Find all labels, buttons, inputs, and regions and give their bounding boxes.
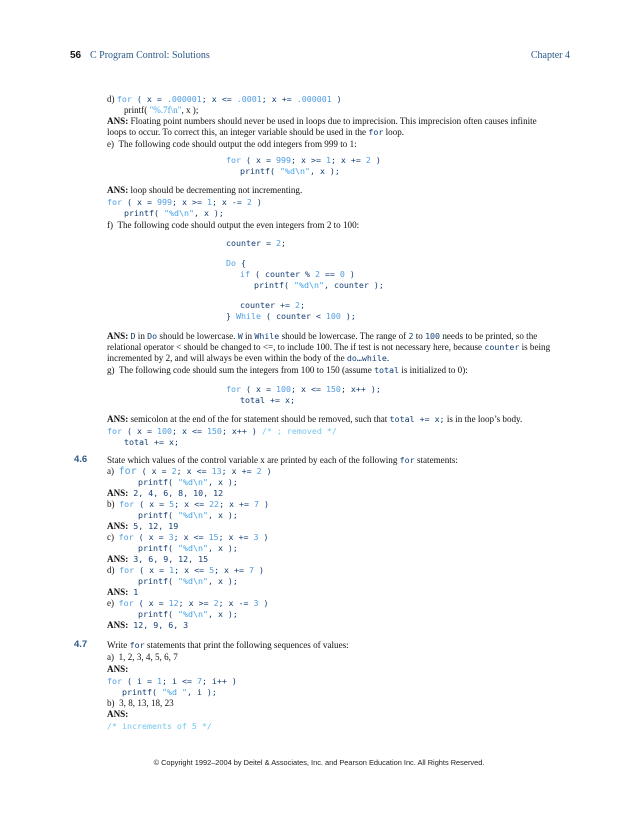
answer-label: ANS: (107, 664, 129, 674)
exercise-prompt: State which values of the control variable x are printed by each of the following for statements: (107, 455, 458, 465)
answer: ANS: 3, 6, 9, 12, 15 (107, 554, 209, 564)
answer: ANS: 12, 9, 6, 3 (107, 620, 189, 630)
copyright-footer: © Copyright 1992–2004 by Deitel & Associates, Inc. and Pearson Education Inc. All Rights Reserved. (153, 758, 485, 767)
page-header (70, 50, 570, 64)
code-comment: /* increments of 5 */ (107, 721, 212, 731)
answer-label: ANS: (107, 709, 129, 719)
code: for ( x = .000001; x <= .0001; x += .000001 ) (116, 94, 342, 104)
code-line: counter += 2; (240, 300, 305, 310)
item-c: c) for ( x = 3; x <= 15; x += 3 ) (107, 532, 269, 542)
item-a: a) for ( x = 2; x <= 13; x += 2 ) (107, 466, 272, 477)
code-line: for ( x = 100; x <= 150; x++ ) /* ; removed */ (107, 426, 337, 436)
exercise-number: 4.7 (74, 639, 88, 650)
code-line: printf( "%d\n", x ); (138, 576, 238, 586)
page-number: 56 (70, 50, 82, 61)
code-line: printf( "%d\n", counter ); (254, 280, 384, 290)
item-b: b) for ( x = 5; x <= 22; x += 7 ) (107, 499, 270, 509)
code-line: } While ( counter < 100 ); (226, 311, 356, 321)
code-line: for ( x = 999; x >= 1; x -= 2 ) (107, 197, 262, 207)
item-e: e) for ( x = 12; x >= 2; x -= 3 ) (107, 598, 269, 608)
code-line: total += x; (240, 395, 295, 405)
item-d-line: d) for ( x = .000001; x <= .0001; x += .000001 ) (107, 94, 342, 104)
answer: ANS: D in Do should be lowercase. W in While should be lowercase. The range of 2 to 100 needs to be printed, so the (107, 331, 538, 341)
code-line: Do { (226, 258, 246, 268)
code-line: for ( x = 999; x >= 1; x += 2 ) (226, 155, 381, 165)
item-d: d) for ( x = 1; x <= 5; x += 7 ) (107, 565, 265, 575)
item-f-line: f) The following code should output the even integers from 2 to 100: (107, 220, 360, 230)
chapter-label: Chapter 4 (530, 50, 570, 61)
exercise-prompt: Write for statements that print the following sequences of values: (107, 640, 349, 650)
item-g-line: g) The following code should sum the integers from 100 to 150 (assume total is initialized to 0): (107, 365, 468, 375)
code-line: printf( "%d\n", x ); (138, 477, 238, 487)
code-line: if ( counter % 2 == 0 ) (240, 269, 355, 279)
code-line: counter = 2; (226, 238, 286, 248)
answer: ANS: loop should be decrementing not incrementing. (107, 185, 303, 195)
code-line: printf( "%d\n", x ); (124, 208, 224, 218)
code-line: printf( "%.7f\n", x ); (124, 105, 199, 115)
answer: ANS: 5, 12, 19 (107, 521, 179, 531)
code-line: printf( "%d\n", x ); (138, 609, 238, 619)
code-line: printf( "%d\n", x ); (138, 543, 238, 553)
item-b: b) 3, 8, 13, 18, 23 (107, 698, 174, 708)
code-line: total += x; (124, 437, 179, 447)
answer: ANS: semicolon at the end of the for statement should be removed, such that total += x; is in the loop’s body. (107, 414, 523, 424)
answer-cont: relational operator < should be changed to <=, to include 100. The if test is not necessary here, because counter is being (107, 342, 551, 352)
running-title: C Program Control: Solutions (90, 50, 210, 61)
answer: ANS: Floating point numbers should never be used in loops due to imprecision. This imprecision often causes infinite (107, 116, 537, 126)
exercise-number: 4.6 (74, 454, 88, 465)
answer: ANS: 1 (107, 587, 139, 597)
answer: ANS: 2, 4, 6, 8, 10, 12 (107, 488, 224, 498)
code-line: printf( "%d\n", x ); (138, 510, 238, 520)
answer-cont: loops to occur. To correct this, an integer variable should be used in the for loop. (107, 127, 405, 137)
code-line: printf( "%d ", i ); (122, 687, 217, 697)
answer-cont: incremented by 2, and will always be even within the body of the do…while. (107, 353, 390, 363)
code-line: for ( i = 1; i <= 7; i++ ) (107, 676, 237, 686)
code-line: for ( x = 100; x <= 150; x++ ); (226, 384, 381, 394)
item-a: a) 1, 2, 3, 4, 5, 6, 7 (107, 652, 178, 662)
code-line: printf( "%d\n", x ); (240, 166, 340, 176)
item-e-line: e) The following code should output the odd integers from 999 to 1: (107, 139, 357, 149)
